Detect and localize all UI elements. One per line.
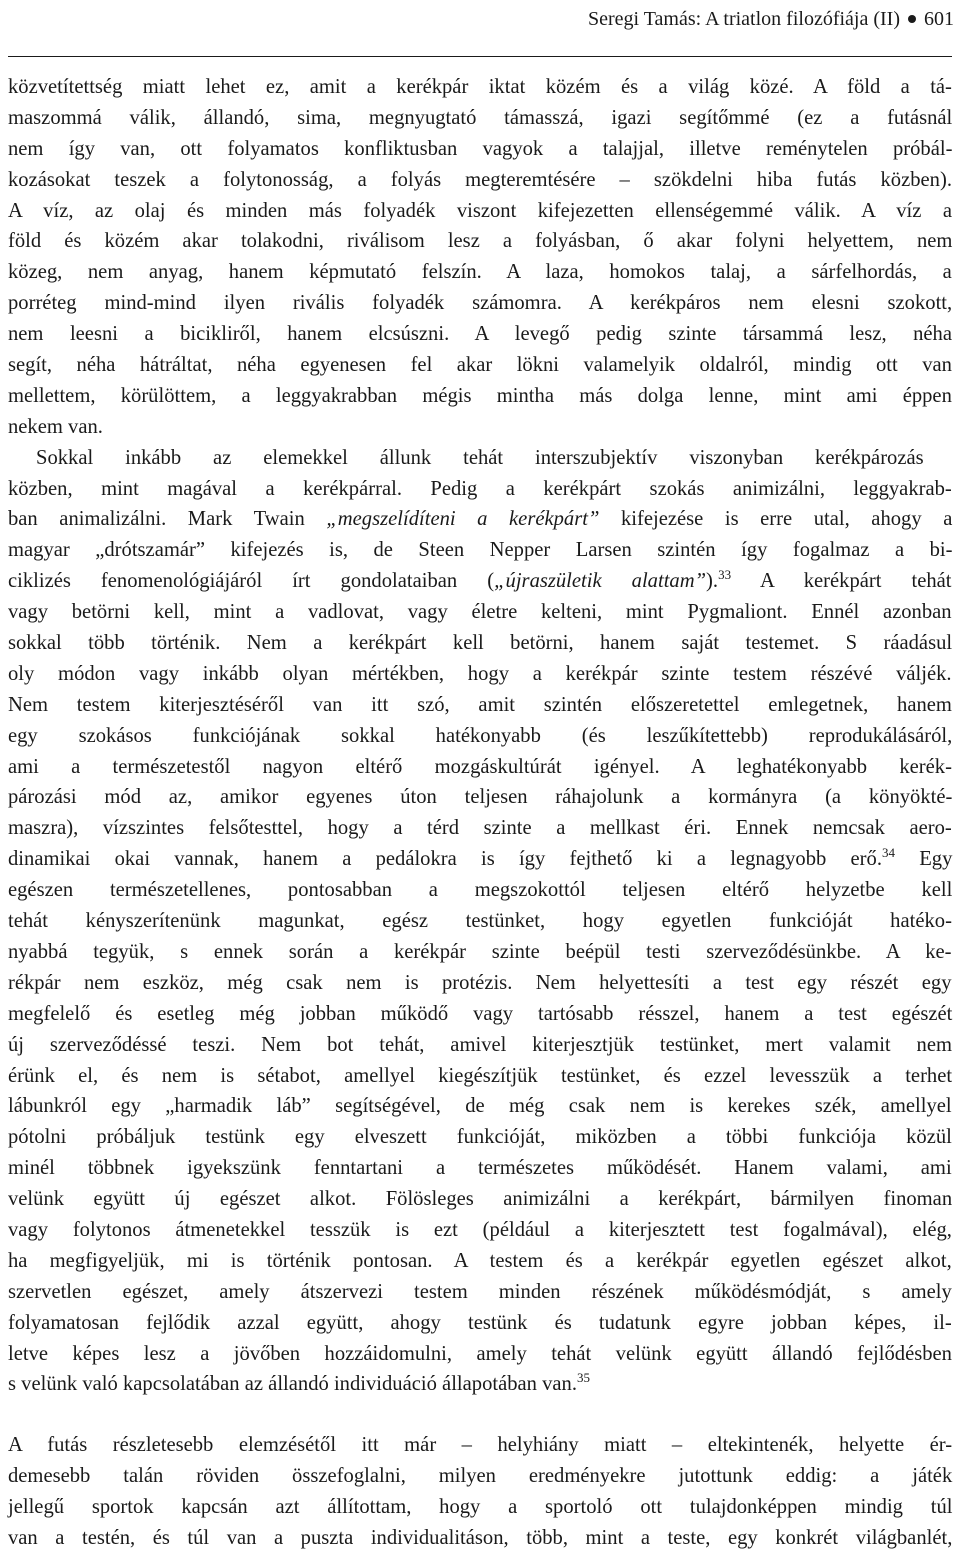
text-line: pározási mód az, amikor egyenes úton teljesen ráhajolunk a kormányra (a könyökté- bbox=[8, 786, 953, 809]
text-line: porréteg mind-mind ilyen rivális folyadék számomra. A kerékpáros nem elesni szokott, bbox=[8, 292, 953, 315]
footnote-ref-35[interactable]: 35 bbox=[577, 1370, 590, 1386]
text-line: vagy betörni kell, mint a vadlovat, vagy életre kelteni, mint Pygmaliont. Ennél azonban bbox=[8, 601, 952, 624]
text-run: ). bbox=[706, 570, 719, 593]
text-line: vagy folytonos átmenetekkel tesszük is ezt (például a kiterjesztett test fogalmával), elég, bbox=[8, 1218, 952, 1241]
text-line: A víz, az olaj és minden más folyadék viszont kifejezetten ellenségemmé válik. A víz a bbox=[8, 199, 952, 222]
text-line: nekem van. bbox=[8, 415, 103, 438]
text-line: egy szokásos funkciójának sokkal hatékonyabb (és leszűkítettebb) reprodukálásáról, bbox=[8, 724, 953, 747]
text-line bbox=[8, 504, 952, 535]
text-line: Nem testem kiterjesztéséről van itt szó, amit szintén előszeretettel emlegetnek, hanem bbox=[8, 693, 952, 716]
page-number: 601 bbox=[924, 8, 954, 30]
text-line: segít, néha hátráltat, néha egyenesen fel akar lökni valamelyik oldalról, mindig ott van bbox=[8, 354, 952, 377]
text-line bbox=[8, 844, 952, 875]
running-title: Seregi Tamás: A triatlon filozófiája (II) bbox=[587, 8, 900, 30]
text-line: ami a természetestől nagyon eltérő mozgáskultúrát igényel. A leghatékonyabb kerék- bbox=[8, 755, 952, 778]
text-line: demesebb talán röviden összefoglalni, milyen eredményekre jutottunk eddig: a játék bbox=[8, 1465, 953, 1488]
text-run: dinamikai okai vannak, hanem a pedálokra is így fejthető ki a legnagyobb erő. bbox=[8, 848, 882, 871]
text-line: érünk el, és nem is sétabot, amellyel kiegészítjük testünket, és ezzel levesszük a terhet bbox=[8, 1064, 953, 1087]
bullet-separator-icon bbox=[908, 15, 916, 23]
text-line: minél többnek igyekszünk fenntartani a természetes működését. Hanem valami, ami bbox=[8, 1157, 952, 1180]
footnote-ref-33[interactable]: 33 bbox=[718, 567, 732, 583]
text-line: rékpár nem eszköz, még csak nem is protézis. Nem helyettesíti a test egy részét egy bbox=[8, 971, 952, 994]
text-line: maszra), vízszintes felsőtesttel, hogy a térd szinte a mellkast éri. Ennek nemcsak aero- bbox=[8, 817, 952, 840]
quoted-phrase: „újraszületik alattam” bbox=[494, 570, 707, 593]
text-line: kozásokat teszek a folytonosság, a folyás megteremtésére – szökdelni hiba futás közben). bbox=[8, 168, 952, 191]
text-line: velünk együtt új egészet alkot. Fölösleges animizálni a kerékpárt, bármilyen finoman bbox=[8, 1188, 953, 1211]
text-line: szervetlen egészet, amely átszervezi testem minden részének működésmódját, s amely bbox=[8, 1280, 952, 1303]
footnote-ref-34[interactable]: 34 bbox=[882, 845, 895, 861]
text-line: egészen természetellenes, pontosabban a megszokottól teljesen eltérő helyzetbe kell bbox=[8, 879, 953, 902]
text-line: A futás részletesebb elemzésétől itt már – helyhiány miatt – eltekintenék, helyette ér- bbox=[8, 1434, 953, 1457]
text-run: ciklizés fenomenológiájáról írt gondolataiban ( bbox=[8, 570, 495, 593]
running-header bbox=[588, 6, 954, 32]
section-gap bbox=[8, 1400, 952, 1430]
text-line: Sokkal inkább az elemekkel állunk tehát interszubjektív viszonyban kerékpározás bbox=[36, 446, 924, 469]
text-line: új szerveződéssé teszi. Nem bot tehát, amivel kiterjesztjük testünket, mert valamit nem bbox=[8, 1033, 952, 1056]
text-run: ban animalizálni. Mark Twain bbox=[8, 508, 327, 531]
text-line: jellegű sportok kapcsán azt állítottam, hogy a sportoló ott tulajdonképpen mindig túl bbox=[8, 1496, 953, 1519]
text-run: Egy bbox=[895, 848, 953, 871]
text-line: föld és közém akar tolakodni, riválisom lesz a folyásban, ő akar folyni helyettem, nem bbox=[8, 230, 953, 253]
text-line: magyar „drótszamár” kifejezés is, de Steen Nepper Larsen szintén így fogalmaz a bi- bbox=[8, 539, 953, 562]
text-line: nem leesni a bicikliről, hanem elcsúszni. A levegő pedig szinte társammá lesz, néha bbox=[8, 323, 952, 346]
text-line: tehát kényszerítenünk magunkat, egész testünket, hogy egyetlen funkcióját hatéko- bbox=[8, 910, 952, 933]
paragraph-3 bbox=[8, 1430, 952, 1554]
text-line: van a testén, és túl van a puszta individualitáson, több, mint a teste, egy konkrét világbanlét, bbox=[8, 1526, 953, 1549]
text-line: pótolni próbáljuk testünk egy elveszett funkcióját, miközben a többi funkciója közül bbox=[8, 1126, 952, 1149]
text-line: közben, mint magával a kerékpárral. Pedig a kerékpárt szokás animizálni, leggyakrab- bbox=[8, 477, 952, 500]
paragraph-1 bbox=[8, 72, 952, 443]
header-rule bbox=[8, 56, 952, 57]
text-line: lábunkról egy „harmadik láb” segítségével, de még csak nem is kerekes szék, amellyel bbox=[8, 1095, 952, 1118]
paragraph-2 bbox=[8, 443, 952, 1401]
text-line bbox=[8, 1369, 952, 1400]
text-line: közeg, nem anyag, hanem képmutató felszín. A laza, homokos talaj, a sárfelhordás, a bbox=[8, 261, 952, 284]
quoted-phrase: „megszelídíteni a kerékpárt” bbox=[326, 508, 600, 531]
body-text bbox=[8, 72, 952, 1554]
text-run: s velünk való kapcsolatában az állandó individuáció állapotában van. bbox=[8, 1373, 577, 1396]
text-line: közvetítettség miatt lehet ez, amit a kerékpár iktat közém és a világ közé. A föld a tá- bbox=[8, 76, 952, 98]
text-line: letve képes lesz a jövőben hozzáidomulni, amely tehát velünk együtt állandó fejlődésben bbox=[8, 1342, 952, 1365]
text-line: sokkal több történik. Nem a kerékpárt kell betörni, hanem saját testemet. S ráadásul bbox=[8, 632, 953, 655]
text-line: folyamatosan fejlődik azzal együtt, ahogy testünk és tudatunk egyre jobban képes, il- bbox=[8, 1311, 952, 1334]
text-line: nem így van, ott folyamatos konfliktusban vagyok a talajjal, illetve reménytelen próbál- bbox=[8, 137, 953, 160]
text-line bbox=[8, 566, 952, 597]
text-run: kifejezése is erre utal, ahogy a bbox=[599, 508, 953, 531]
text-line: mellettem, körülöttem, a leggyakrabban mégis mintha más dolga lenne, mint ami éppen bbox=[8, 384, 952, 407]
text-line: nyabbá tegyük, s ennek során a kerékpár szinte beépül testi szerveződésünkbe. A ke- bbox=[8, 940, 952, 963]
text-line: maszommá válik, állandó, sima, megnyugtató támasszá, igazi segítőmmé (ez a futásnál bbox=[8, 106, 953, 129]
text-line: megfelelő és esetleg még jobban működő vagy tartósabb résszel, hanem a test egészét bbox=[8, 1002, 953, 1025]
text-line: oly módon vagy inkább olyan mértékben, hogy a kerékpár szinte testem részévé váljék. bbox=[8, 662, 952, 685]
text-run: A kerékpárt tehát bbox=[731, 570, 952, 593]
text-line: ha megfigyeljük, mi is történik pontosan. A testem és a kerékpár egyetlen egészet alkot, bbox=[8, 1249, 952, 1272]
